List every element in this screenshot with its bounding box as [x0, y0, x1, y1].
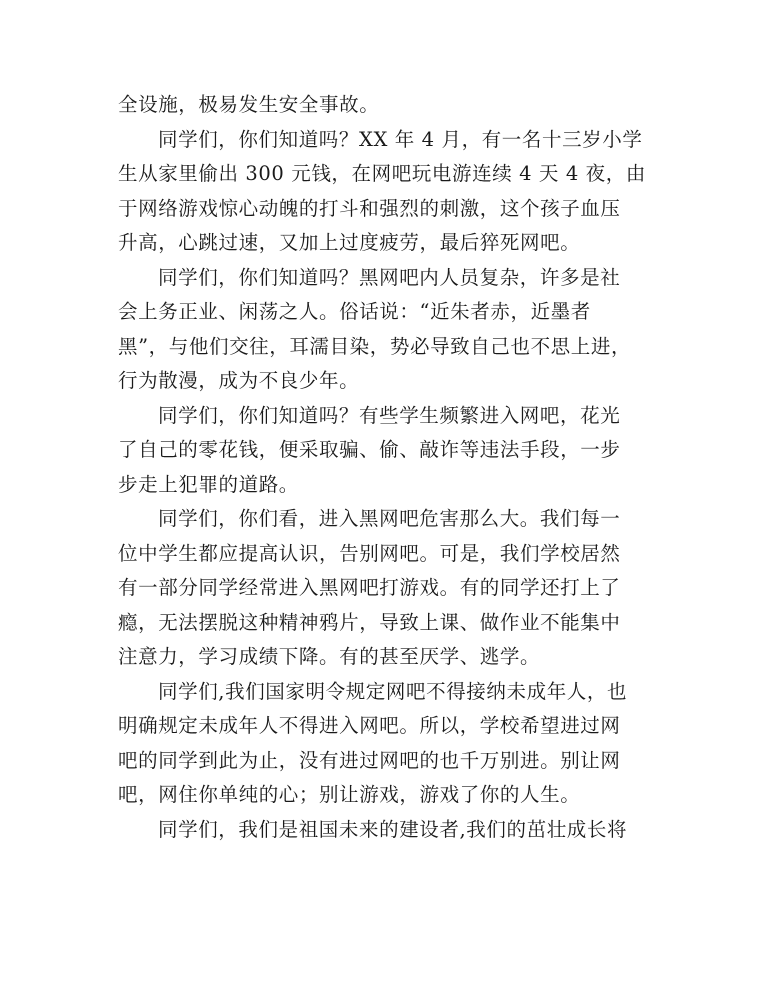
text-line: 吧，网住你单纯的心；别让游戏，游戏了你的人生。	[118, 783, 581, 806]
text-line: 行为散漫，成为不良少年。	[118, 369, 360, 392]
text-line: 注意力，学习成绩下降。有的甚至厌学、逃学。	[118, 645, 541, 668]
text-line: 明确规定未成年人不得进入网吧。所以，学校希望进过网	[118, 714, 621, 737]
text-line: 同学们，你们知道吗？XX 年 4 月，有一名十三岁小学	[158, 127, 643, 151]
text-line: 同学们，我们是祖国未来的建设者,我们的茁壮成长将	[158, 817, 628, 841]
text-line: 同学们，你们看，进入黑网吧危害那么大。我们每一	[158, 507, 621, 530]
text-line: 全设施，极易发生安全事故。	[118, 93, 380, 116]
text-line: 有一部分同学经常进入黑网吧打游戏。有的同学还打上了	[118, 576, 621, 599]
document-body	[118, 88, 648, 847]
text-line: 升高，心跳过速，又加上过度疲劳，最后猝死网吧。	[118, 231, 581, 254]
text-line: 步走上犯罪的道路。	[118, 472, 299, 496]
text-line: 吧的同学到此为止，没有进过网吧的也千万别进。别让网	[118, 748, 621, 772]
text-line: 位中学生都应提高认识，告别网吧。可是，我们学校居然	[118, 541, 621, 565]
text-line: 黑”，与他们交往，耳濡目染，势必导致自己也不思上进，	[118, 334, 632, 358]
text-line: 同学们，你们知道吗？黑网吧内人员复杂，许多是社	[158, 265, 621, 289]
text-line: 于网络游戏惊心动魄的打斗和强烈的刺激，这个孩子血压	[118, 196, 621, 220]
text-line: 生从家里偷出 300 元钱，在网吧玩电游连续 4 天 4 夜，由	[118, 162, 646, 185]
text-line: 同学们,我们国家明令规定网吧不得接纳未成年人，也	[158, 679, 628, 703]
text-line: 了自己的零花钱，便采取骗、偷、敲诈等违法手段，一步	[118, 438, 621, 461]
text-line: 会上务正业、闲荡之人。俗话说：“近朱者赤，近墨者	[118, 300, 591, 323]
text-line: 瘾，无法摆脱这种精神鸦片，导致上课、做作业不能集中	[118, 610, 621, 634]
text-line: 同学们，你们知道吗？有些学生频繁进入网吧，花光	[158, 403, 621, 427]
